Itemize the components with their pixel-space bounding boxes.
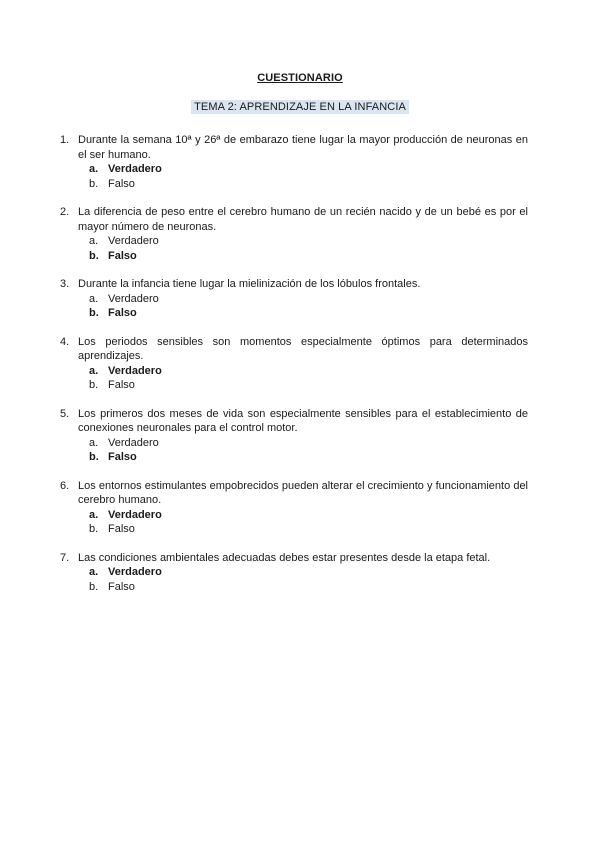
document-title: CUESTIONARIO	[257, 72, 343, 84]
document-subtitle: TEMA 2: APRENDIZAJE EN LA INFANCIA	[191, 100, 409, 114]
option-letter: b.	[89, 307, 99, 319]
question-item	[60, 551, 528, 595]
subtitle-container	[0, 97, 600, 115]
option-label: Verdadero	[108, 436, 159, 449]
question-number: 4.	[60, 335, 70, 348]
answer-option	[60, 378, 528, 393]
answer-option	[60, 580, 528, 595]
question-row	[60, 205, 528, 234]
answer-option-correct	[60, 249, 528, 264]
answer-option	[60, 292, 528, 307]
option-label: Falso	[108, 249, 137, 262]
option-letter: a.	[89, 436, 99, 449]
question-text: Los entornos estimulantes empobrecidos pueden alterar el crecimiento y funcionamiento del cerebro humano.	[78, 479, 528, 506]
option-label: Falso	[108, 177, 135, 190]
question-text: Durante la infancia tiene lugar la mielinización de los lóbulos frontales.	[78, 278, 421, 290]
option-letter: b.	[89, 177, 99, 190]
answer-option-correct	[60, 450, 528, 465]
question-text: Los periodos sensibles son momentos especialmente óptimos para determinados aprendizajes.	[78, 335, 528, 362]
option-letter: a.	[89, 508, 99, 521]
answer-option	[60, 436, 528, 451]
answer-option	[60, 522, 528, 537]
question-row	[60, 133, 528, 162]
question-text: Durante la semana 10ª y 26ª de embarazo tiene lugar la mayor producción de neuronas en el ser humano.	[78, 134, 528, 161]
option-letter: a.	[89, 566, 99, 578]
answer-option	[60, 177, 528, 192]
question-text: Los primeros dos meses de vida son especialmente sensibles para el establecimiento de conexiones neuronales para el control motor.	[78, 407, 528, 434]
question-number: 5.	[60, 407, 70, 420]
answer-option	[60, 234, 528, 249]
question-number: 2.	[60, 206, 70, 218]
question-item	[60, 407, 528, 465]
option-letter: a.	[89, 292, 99, 305]
question-item	[60, 479, 528, 537]
answer-option-correct	[60, 364, 528, 379]
option-label: Falso	[108, 523, 135, 535]
question-row	[60, 277, 528, 292]
question-item	[60, 205, 528, 263]
question-list	[60, 133, 528, 608]
option-label: Falso	[108, 451, 137, 463]
option-label: Verdadero	[108, 235, 159, 247]
option-letter: a.	[89, 235, 99, 247]
option-label: Falso	[108, 580, 135, 593]
question-item	[60, 133, 528, 191]
option-letter: b.	[89, 451, 99, 463]
answer-option-correct	[60, 306, 528, 321]
option-letter: b.	[89, 523, 99, 535]
question-number: 3.	[60, 278, 70, 290]
option-label: Verdadero	[108, 292, 159, 305]
question-row	[60, 479, 528, 508]
option-label: Falso	[108, 379, 135, 391]
option-label: Verdadero	[108, 508, 162, 521]
question-item	[60, 277, 528, 321]
question-number: 7.	[60, 551, 70, 564]
option-label: Verdadero	[108, 163, 162, 175]
question-row	[60, 407, 528, 436]
option-letter: a.	[89, 364, 99, 377]
question-row	[60, 551, 528, 566]
question-text: La diferencia de peso entre el cerebro humano de un recién nacido y de un bebé es por el mayor número de neuronas.	[78, 206, 528, 233]
answer-option-correct	[60, 162, 528, 177]
option-letter: b.	[89, 249, 99, 262]
answer-option-correct	[60, 565, 528, 580]
question-number: 1.	[60, 134, 70, 146]
question-item	[60, 335, 528, 393]
question-text: Las condiciones ambientales adecuadas debes estar presentes desde la etapa fetal.	[78, 551, 491, 564]
option-label: Verdadero	[108, 364, 162, 377]
option-letter: a.	[89, 163, 99, 175]
question-number: 6.	[60, 479, 70, 492]
option-label: Verdadero	[108, 566, 162, 578]
option-label: Falso	[108, 307, 137, 319]
option-letter: b.	[89, 379, 99, 391]
answer-option-correct	[60, 508, 528, 523]
question-row	[60, 335, 528, 364]
option-letter: b.	[89, 580, 99, 593]
